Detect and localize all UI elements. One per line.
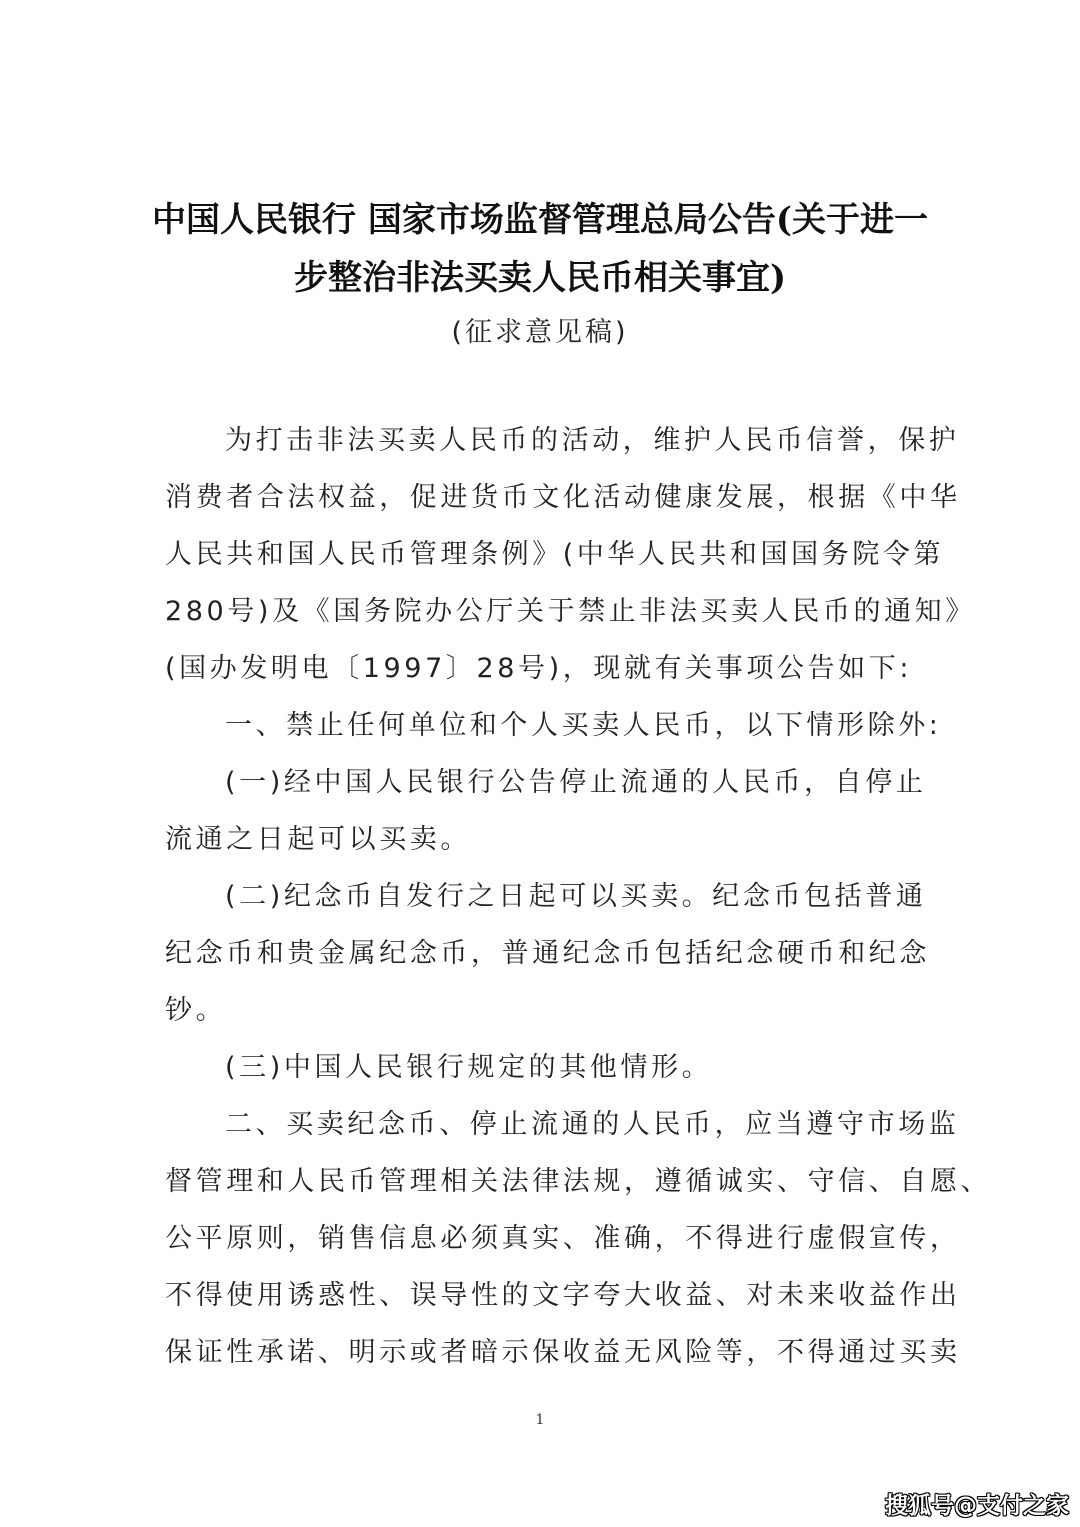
body-line: 为打击非法买卖人民币的活动，维护人民币信誉，保护: [225, 425, 960, 456]
body-line: 督管理和人民币管理相关法律法规，遵循诚实、守信、自愿、: [165, 1166, 992, 1197]
clause-1-item-1: (一)经中国人民银行公告停止流通的人民币，自停止: [225, 767, 927, 798]
clause-1-item-2: (二)纪念币自发行之日起可以买卖。纪念币包括普通: [225, 881, 927, 912]
body-line: 钞。: [165, 995, 227, 1026]
body-line: 公平原则，销售信息必须真实、准确，不得进行虚假宣传，: [165, 1223, 961, 1254]
document-title-line-1: 中国人民银行 国家市场监督管理总局公告(关于进一: [152, 200, 928, 240]
page-number: 1: [535, 1412, 545, 1428]
body-line: 消费者合法权益，促进货币文化活动健康发展，根据《中华: [165, 482, 961, 513]
body-line: 流通之日起可以买卖。: [165, 824, 471, 855]
document-body: [165, 412, 992, 1381]
body-line: 280号)及《国务院办公厅关于禁止非法买卖人民币的通知》: [165, 596, 976, 627]
body-line: 人民共和国人民币管理条例》(中华人民共和国国务院令第: [165, 539, 945, 570]
document-title-line-2: 步整治非法买卖人民币相关事宜): [293, 258, 787, 298]
watermark: 搜狐号@支付之家: [885, 1493, 1069, 1519]
body-line: 纪念币和贵金属纪念币，普通纪念币包括纪念硬币和纪念: [165, 938, 930, 969]
clause-1-heading: 一、禁止任何单位和个人买卖人民币，以下情形除外:: [225, 710, 942, 741]
body-line: 不得使用诱惑性、误导性的文字夸大收益、对未来收益作出: [165, 1280, 961, 1311]
clause-1-item-3: (三)中国人民银行规定的其他情形。: [225, 1052, 713, 1083]
document-subtitle: (征求意见稿): [451, 317, 629, 348]
body-line: (国办发明电〔1997〕28号)，现就有关事项公告如下:: [165, 653, 913, 684]
body-line: 保证性承诺、明示或者暗示保收益无风险等，不得通过买卖: [165, 1337, 961, 1368]
clause-2-heading: 二、买卖纪念币、停止流通的人民币，应当遵守市场监: [225, 1109, 960, 1140]
